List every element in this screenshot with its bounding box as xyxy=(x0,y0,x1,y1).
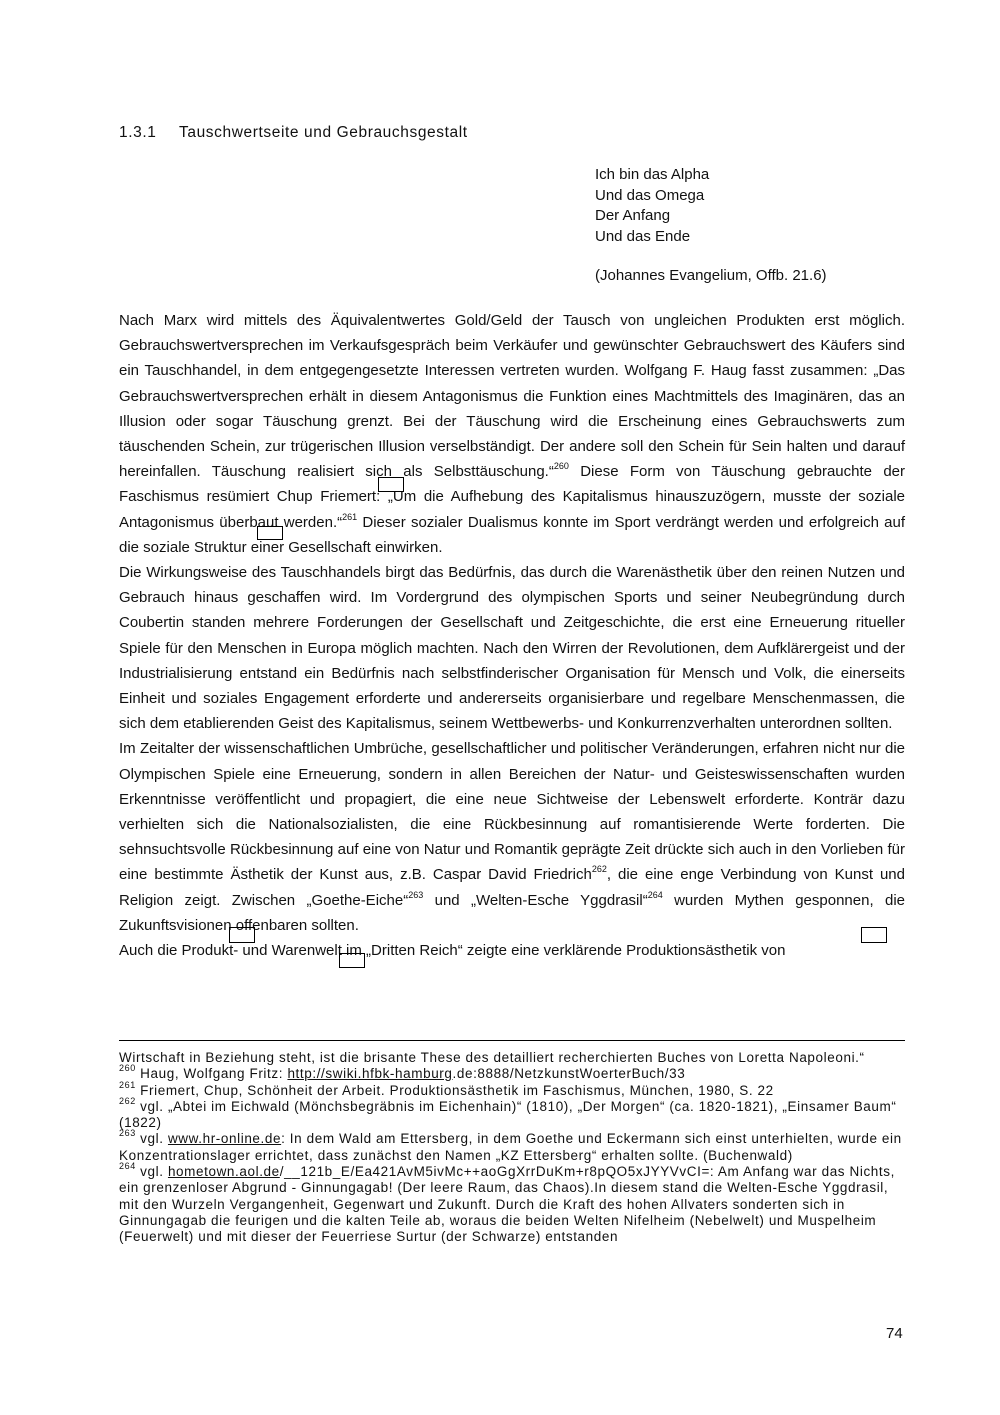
footnote-number: 261 xyxy=(119,1079,136,1090)
footnote-link[interactable]: hometown.aol.de xyxy=(167,1164,280,1180)
paragraph xyxy=(119,308,905,560)
footnote-ref-263[interactable]: 263 xyxy=(408,889,424,900)
paragraph-text: Im Zeitalter der wissenschaftlichen Umbrüche, gesellschaftlicher und politischer Veränderungen, erfahren nicht nur die Olympischen Spiele eine Erneuerung, sondern in allen Bereichen der Natur- und Geisteswissenschaften wurden Erkenntnisse veröffentlicht und propagiert, die eine neue Sichtweise der Lebenswelt erforderte. Konträr dazu verhielten sich die Nationalsozialisten, die eine Rückbesinnung auf romantisierende Werte forderten. Die sehnsuchtsvolle Rückbesinnung auf eine von Natur und Romantik geprägte Zeit drückte sich auch in den Vorlieben für eine bestimmte Ästhetik der Kunst aus, z.B. Caspar David Friedrich xyxy=(119,740,905,884)
footnote-link-frame xyxy=(861,927,887,943)
footnote-ref-262[interactable]: 262 xyxy=(591,864,607,875)
section-heading xyxy=(119,124,468,142)
footnote-ref-260[interactable]: 260 xyxy=(553,461,569,472)
footnote-263 xyxy=(119,1128,905,1164)
footnote-text: /__121b_E/Ea421AvM5ivMc++aoGgXrrDuKm+r8pQO5xJYYVvCI=: Am Anfang war das Nichts, ein grenzenloser Abgrund - Ginnungagab! (Der leere Raum, das Chaos).In diesem stand die Welten-Esche Yggdrasil, mit den Wurzeln Vergangenheit, Gegenwart und Zukunft. Durch die Kraft des hohen Allvaters sonderten sich in Ginnungagab die feurigen und die kalten Teile ab, woraus die beiden Welten Nifelheim (Nebelwelt) und Muspelheim (Feuerwelt) und mit dieser der Feuerriese Surtur (der Schwarze) entstanden xyxy=(119,1164,895,1245)
footnote-text: vgl. xyxy=(135,1164,168,1180)
footnote-link[interactable]: http://swiki.hfbk-hamburg xyxy=(287,1066,453,1082)
paragraph: Die Wirkungsweise des Tauschhandels birgt das Bedürfnis, das durch die Warenästhetik über den reinen Nutzen und Gebrauch hinaus geschaffen wird. Im Vordergrund des olympischen Sports und seiner Neubegründung durch Coubertin standen mehrere Forderungen der Gesellschaft und Zeitgeschichte, die erst eine Erneuerung ritueller Spiele für den Menschen in Europa möglich machten. Nach den Wirren der Revolutionen, dem Aufklärergeist und der Industrialisierung entstand ein Bedürfnis nach selbstfinderischer Organisation für Mensch und Volk, die einerseits Einheit und soziales Engagement erforderte und andererseits organisierbare und regelbare Menschenmassen, die sich dem etablierenden Geist des Kapitalismus, seinem Wettbewerbs- und Konkurrenzverhalten unterordnen sollten. xyxy=(119,564,905,733)
page-number: 74 xyxy=(886,1325,903,1342)
epigraph-line: Und das Omega xyxy=(595,186,705,204)
section-title: Tauschwertseite und Gebrauchsgestalt xyxy=(179,124,468,141)
footnote-ref-261[interactable]: 261 xyxy=(342,511,358,522)
footnote-number: 264 xyxy=(119,1161,136,1172)
epigraph xyxy=(595,165,827,287)
footnote-ref-264[interactable]: 264 xyxy=(647,889,663,900)
paragraph: Auch die Produkt- und Warenwelt im „Dritten Reich“ zeigte eine verklärende Produktionsästhetik von xyxy=(119,942,786,960)
paragraph-text: Diese Form von Täuschung gebrauchte der Faschismus resümiert Chup Friemert: „Um die Aufhebung des Kapitalismus hinauszuzögern, musste der soziale Antagonismus überbaut werden.“ xyxy=(119,463,905,531)
paragraph-text: Dieser sozialer Dualismus konnte im Sport verdrängt werden und erfolgreich auf die soziale Struktur einer Gesellschaft einwirken. xyxy=(119,513,905,556)
footnote-link-frame xyxy=(339,953,365,968)
footnote-link[interactable]: www.hr-online.de xyxy=(167,1131,282,1147)
section-number: 1.3.1 xyxy=(119,124,157,141)
epigraph-line: Ich bin das Alpha xyxy=(595,166,710,183)
footnote-text: Friemert, Chup, Schönheit der Arbeit. Produktionsästhetik im Faschismus, München, 1980, S. 22 xyxy=(135,1082,774,1098)
footnote-number: 263 xyxy=(119,1128,136,1139)
footnote-261 xyxy=(119,1079,905,1099)
paragraph-text: wurden Mythen gesponnen, die Zukunftsvisionen offenbaren sollten. xyxy=(119,891,905,934)
epigraph-line: Der Anfang xyxy=(595,207,671,225)
body-text xyxy=(119,308,905,963)
paragraph-text: und „Welten-Esche Yggdrasil“ xyxy=(423,891,648,909)
footnote-link-frame xyxy=(229,927,255,943)
footnote-number: 260 xyxy=(119,1063,136,1074)
footnote-text: vgl. xyxy=(135,1131,168,1147)
epigraph-line: Und das Ende xyxy=(595,227,691,245)
footnote-separator xyxy=(119,1040,905,1041)
paragraph-text: Nach Marx wird mittels des Äquivalentwertes Gold/Geld der Tausch von ungleichen Produkten erst möglich. Gebrauchswertversprechen im Verkaufsgespräch beim Verkäufer und gewünschter Gebrauchswert des Käufers sind ein Tauschhandel, in dem entgegengesetzte Interessen vertreten wurden. Wolfgang F. Haug fasst zusammen: „Das Gebrauchswertversprechen erhält in diesem Antagonismus die Funktion eines Machtmittels des Imaginären, das an Illusion oder sogar Täuschung grenzt. Bei der Täuschung wird die Erscheinung eines Gebrauchswerts zum täuschenden Schein, zur trügerischen Illusion verselbständigt. Der andere soll den Schein für Sein halten und darauf hereinfallen. Täuschung realisiert sich als Selbsttäuschung.“ xyxy=(119,312,905,481)
footnotes xyxy=(119,1050,905,1246)
footnote-text: vgl. „Abtei im Eichwald (Mönchsbegräbnis im Eichenhain)“ (1810), „Der Morgen“ (ca. 1820-1821), „Einsamer Baum“ (1822) xyxy=(119,1098,897,1131)
paragraph-text: , die eine enge Verbindung von Kunst und Religion zeigt. Zwischen „Goethe-Eiche“ xyxy=(119,866,905,909)
epigraph-citation: (Johannes Evangelium, Offb. 21.6) xyxy=(595,267,827,285)
footnote-text: Haug, Wolfgang Fritz: xyxy=(135,1066,288,1082)
footnote-link-frame xyxy=(257,526,283,540)
footnote-number: 262 xyxy=(119,1095,136,1106)
footnote-continuation: Wirtschaft in Beziehung steht, ist die brisante These des detailliert recherchierten Buches von Loretta Napoleoni.“ xyxy=(119,1050,865,1065)
footnote-262 xyxy=(119,1095,905,1132)
paragraph xyxy=(119,736,905,938)
footnote-260 xyxy=(119,1063,905,1082)
footnote-264 xyxy=(119,1161,905,1245)
footnote-text: : In dem Wald am Ettersberg, in dem Goethe und Eckermann sich einst unterhielten, wurde ein Konzentrationslager errichtet, dass zunächst den Namen „KZ Ettersberg“ erhalten sollte. (Buchenwald) xyxy=(119,1131,902,1163)
footnote-link-frame xyxy=(378,477,404,492)
footnote-text: .de:8888/NetzkunstWoerterBuch/33 xyxy=(452,1066,686,1082)
